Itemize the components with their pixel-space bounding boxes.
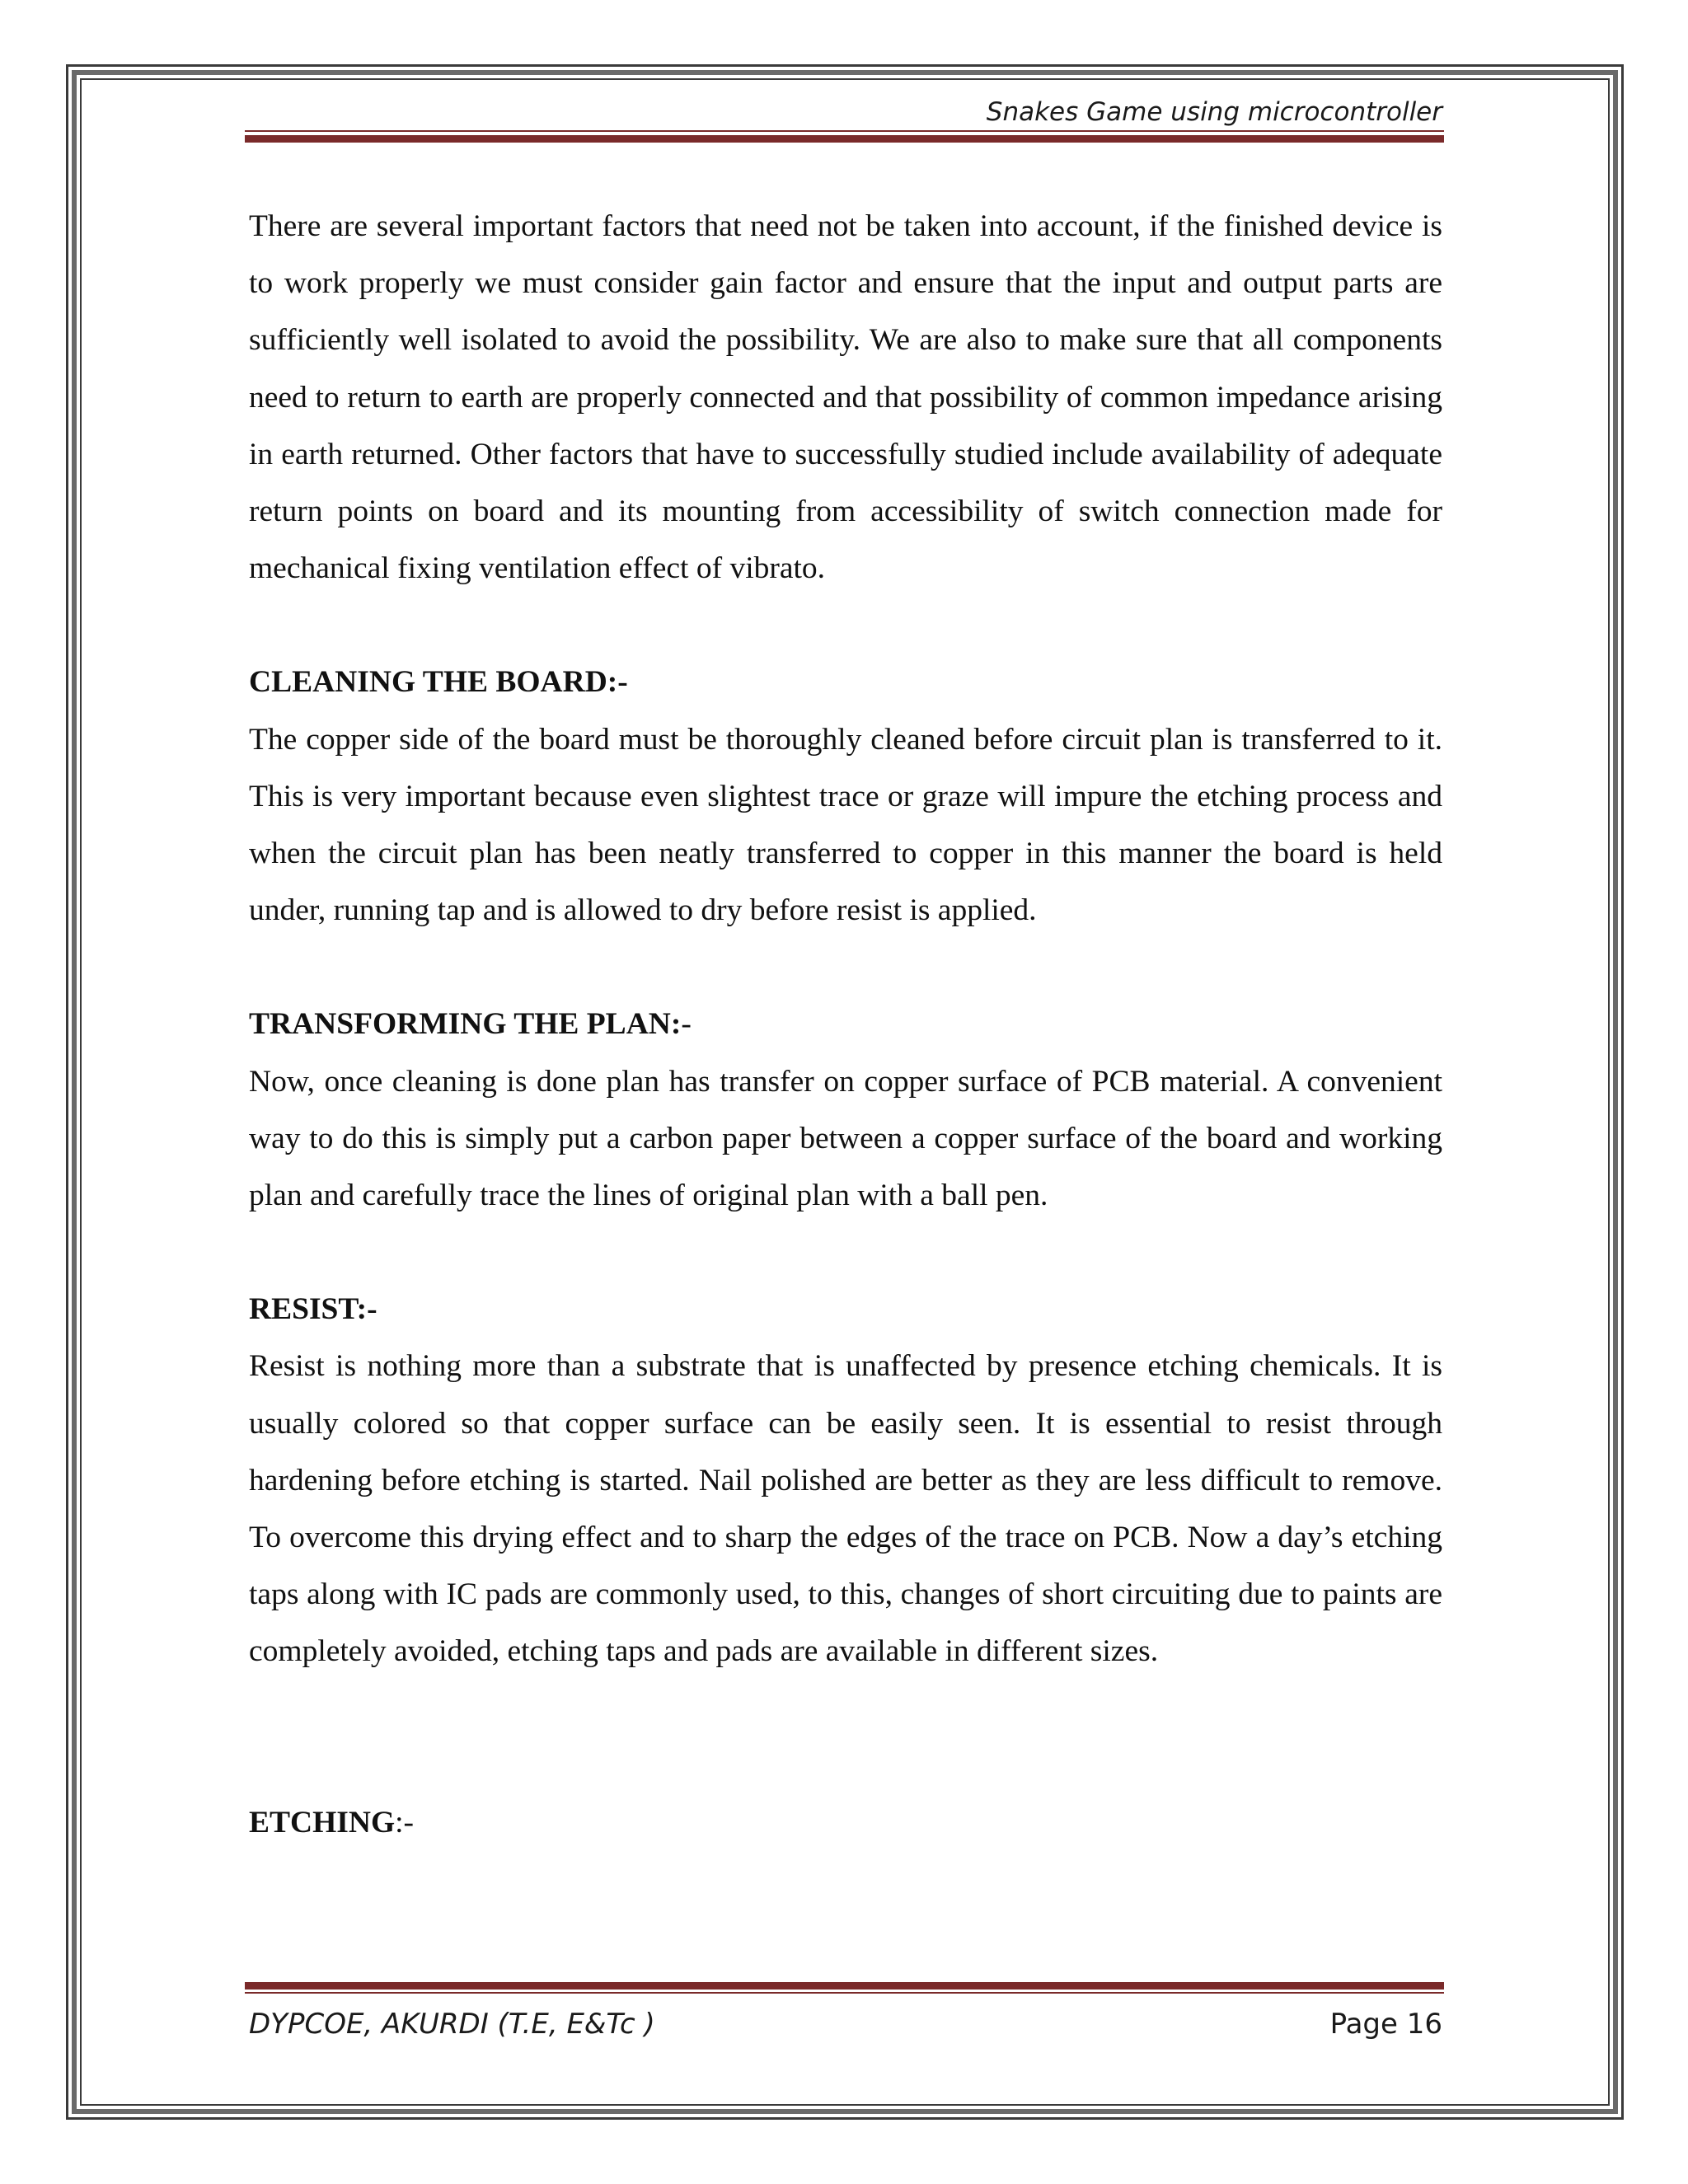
section-paragraph-transforming: Now, once cleaning is done plan has transfer on copper surface of PCB material. A convenient way to do this is simply put a carbon paper between a copper surface of the board and working plan and carefully trace the lines of original plan with a ball pen. [249,1064,1442,1213]
section-paragraph-resist: Resist is nothing more than a substrate that is unaffected by presence etching chemicals. It is usually colored so that copper surface can be easily seen. It is essential to resist through hardening before etching is started. Nail polished are better as they are less difficult to remove. To overcome this drying effect and to sharp the edges of the trace on PCB. Now a day’s etching taps along with IC pads are commonly used, to this, changes of short circuiting due to paints are completely avoided, etching taps and pads are available in different sizes. [249,1349,1442,1669]
running-header: Snakes Game using microcontroller [986,97,1442,127]
heading-text: ETCHING [249,1805,396,1840]
heading-suffix: :- [395,1805,415,1840]
page-number: Page 16 [1329,2008,1442,2041]
header-rule-thin [245,130,1444,132]
footer-rule-thick [245,1982,1444,1990]
section-paragraph-cleaning: The copper side of the board must be thoroughly cleaned before circuit plan is transferred to it. This is very important because even slightest trace or graze will impure the etching process and when the circuit plan has been neatly transferred to copper in this manner the board is held under, running tap and is allowed to dry before resist is applied. [249,722,1442,928]
section-heading-cleaning [249,654,1442,710]
heading-text: RESIST:- [249,1292,377,1327]
page-content [249,198,1442,1851]
heading-text: TRANSFORMING THE PLAN: [249,1007,682,1042]
header-rule-thick [245,135,1444,143]
intro-paragraph: There are several important factors that need not be taken into account, if the finished device is to work properly we must consider gain factor and ensure that the input and output parts are sufficiently well isolated to avoid the possibility. We are also to make sure that all components need to return to earth are properly connected and that possibility of common impedance arising in earth returned. Other factors that have to successfully studied include availability of adequate return points on board and its mounting from accessibility of switch connection made for mechanical fixing ventilation effect of vibrato. [249,209,1442,586]
section-heading-transforming [249,996,1442,1052]
footer-rule-thin [245,1992,1444,1994]
section-heading-etching [249,1794,1442,1851]
heading-text: CLEANING THE BOARD:- [249,665,628,700]
section-heading-resist [249,1281,1442,1338]
footer-institution: DYPCOE, AKURDI (T.E, E&Tc ) [249,2008,655,2041]
heading-suffix: - [681,1007,692,1042]
